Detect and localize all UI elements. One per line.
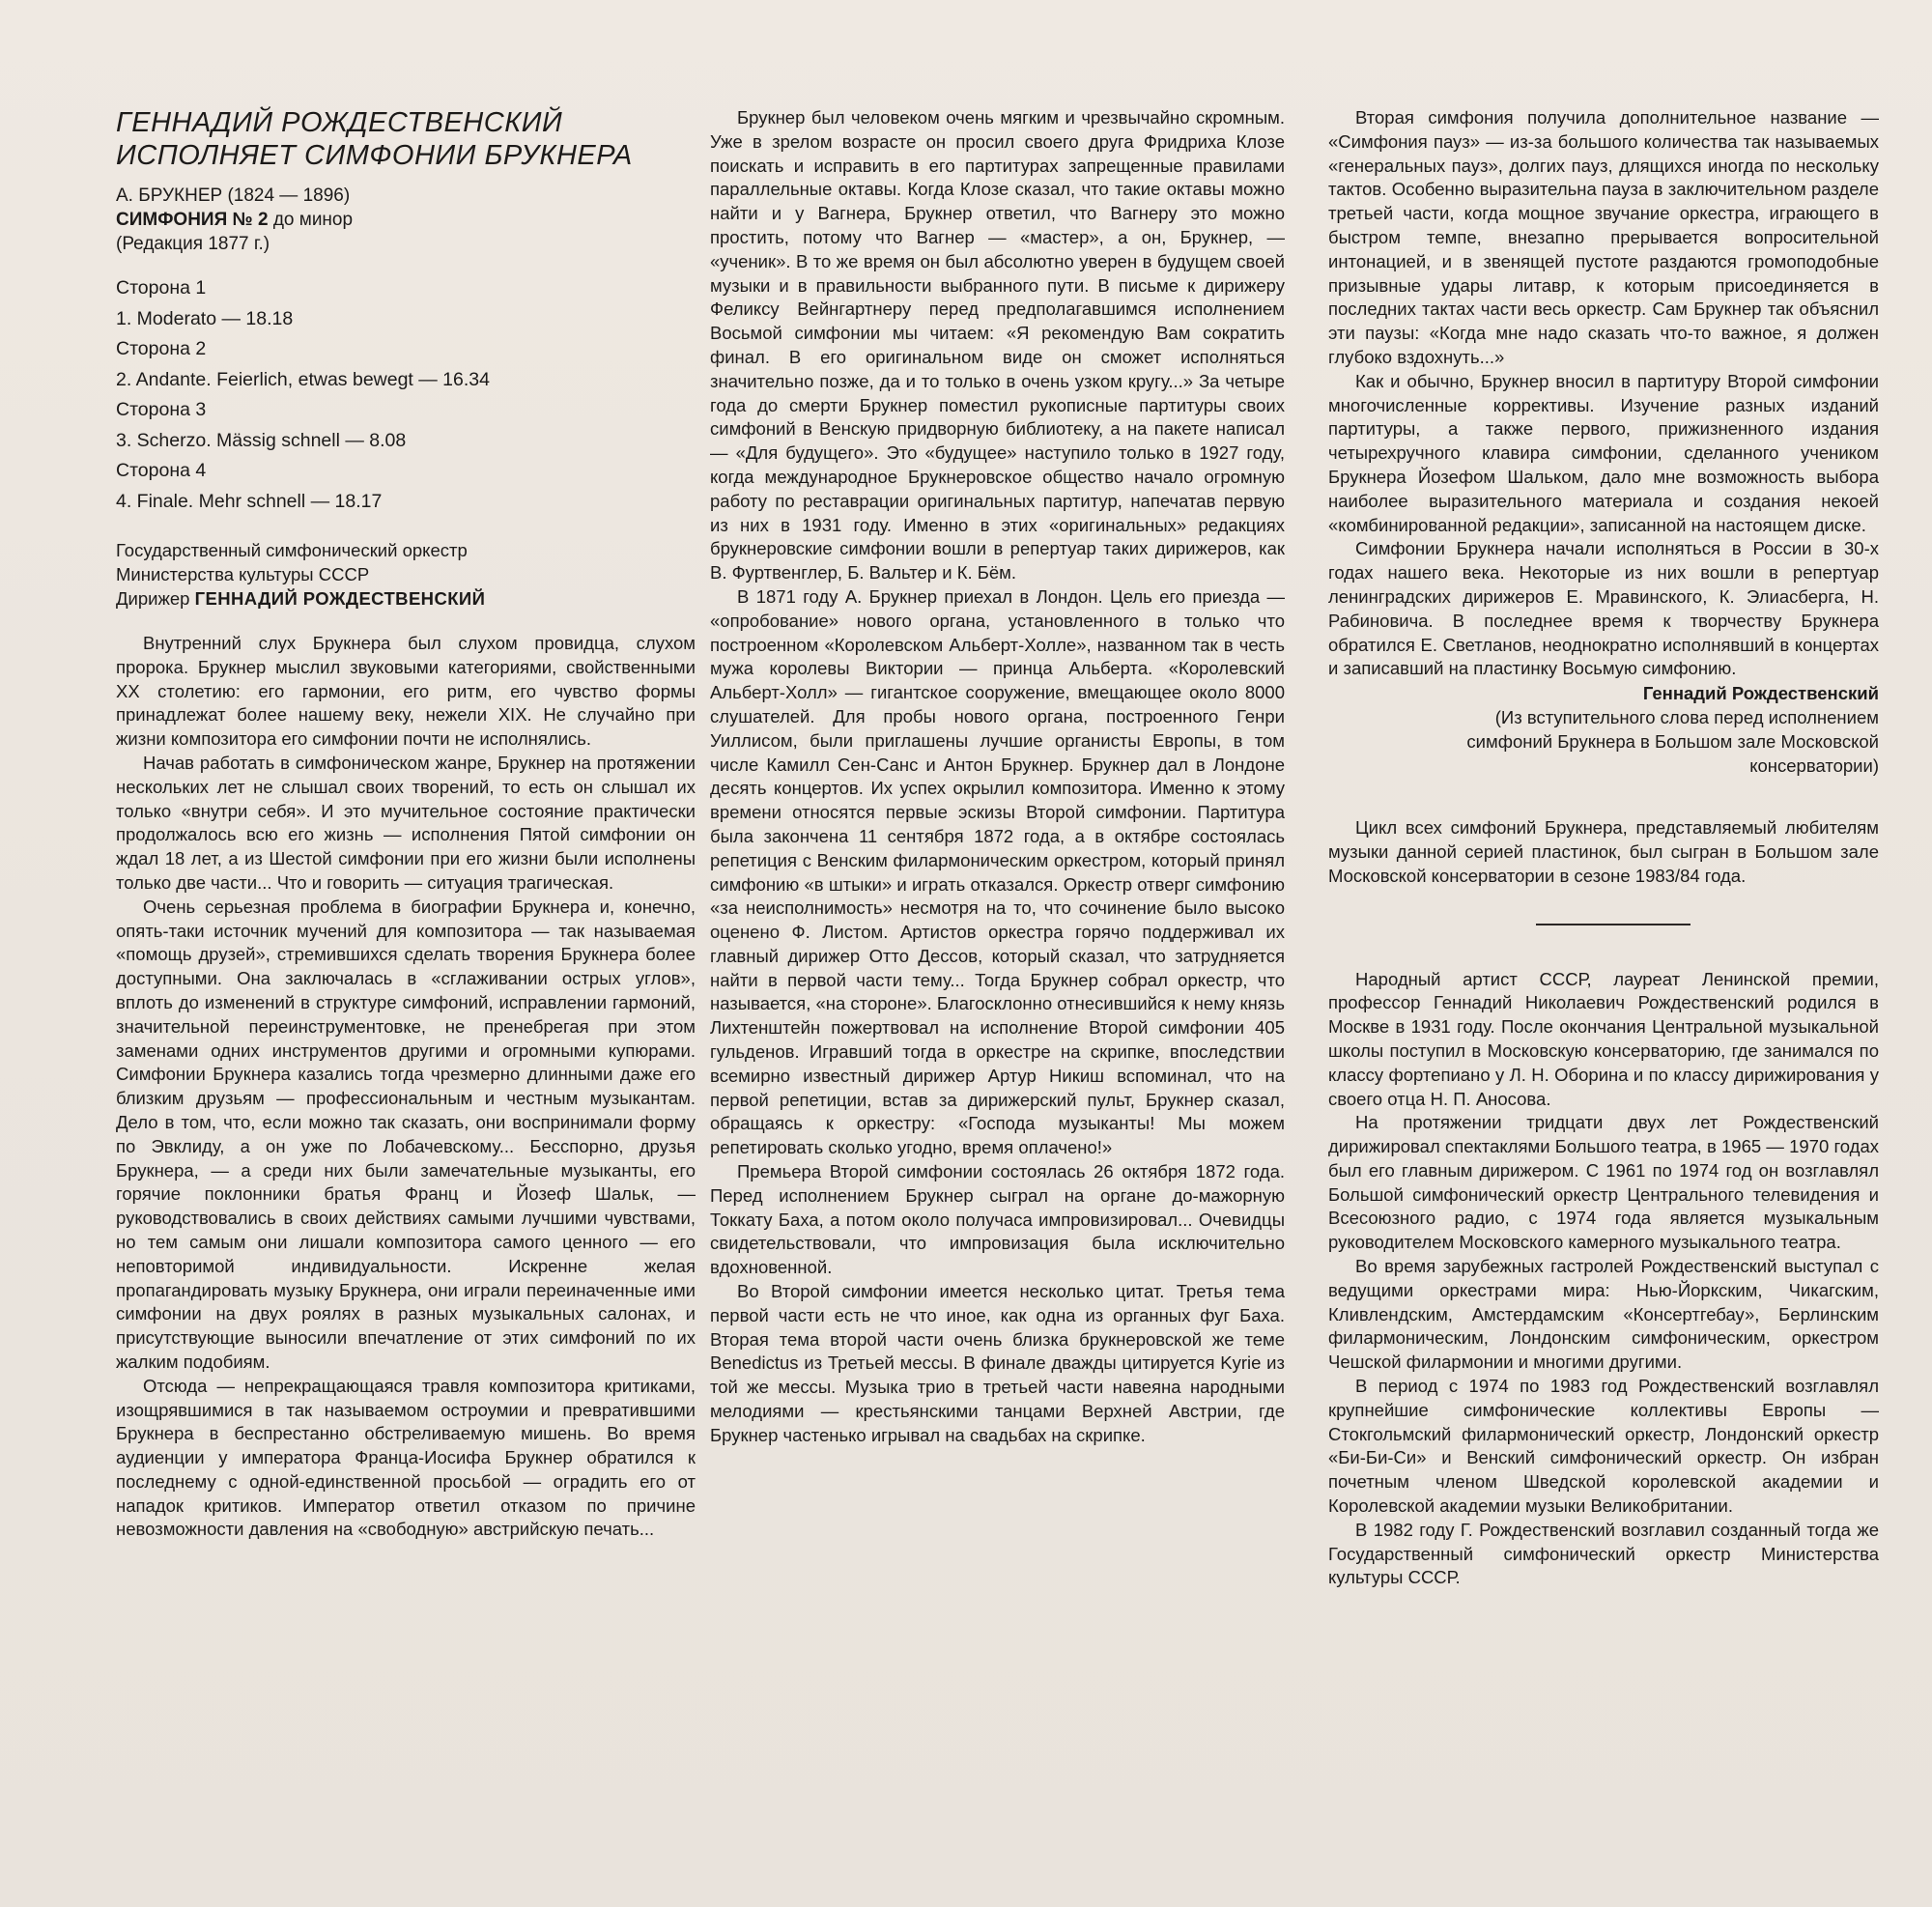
track-item: 2. Andante. Feierlich, etwas bewegt — 16.34: [116, 368, 490, 390]
column-2: [710, 106, 1285, 1448]
paragraph: Брукнер был человеком очень мягким и чрезвычайно скромным. Уже в зрелом возрасте он просил своего друга Фридриха Клозе поискать и исправить в его партитурах запрещенные правилами параллельные октавы. Когда Клозе сказал, что такие октавы можно найти и у Вагнера, Брукнер ответил, что Вагнеру это можно простить, потому что Вагнер — «мастер», а он, Брукнер, — «ученик». В то же время он был абсолютно уверен в будущем своей музыки и в правильности выбранного пути. В письме к дирижеру Феликсу Вейнгартнеру перед предполагавшимся исполнением Восьмой симфонии мы читаем: «Я рекомендую Вам сократить финал. В его оригинальном виде он сможет исполняться значительно позже, да и то только в очень узком кругу...» За четыре года до смерти Брукнер поместил рукописные партитуры своих симфоний в Венскую придворную библиотеку, а на пакете написал — «Для будущего». Это «будущее» наступило только в 1927 году, когда международное Брукнеровское общество начало огромную работу по реставрации оригинальных партитур, напечатав первую из них в 1931 году. Именно в этих «оригинальных» редакциях брукнеровские симфонии вошли в репертуар таких дирижеров, как В. Фуртвенглер, Б. Вальтер и К. Бём.: [710, 107, 1285, 583]
track-item: 3. Scherzo. Mässig schnell — 8.08: [116, 429, 407, 451]
work-key: до минор: [268, 210, 354, 230]
paragraph: Начав работать в симфоническом жанре, Брукнер на протяжении нескольких лет не слышал своих творений, то есть он слышал их только «внутри себя». И это мучительное состояние практически продолжалось всю его жизнь — исполнения Пятой симфонии он ждал 18 лет, а из Шестой симфонии при его жизни были исполнены только две части... Что и говорить — ситуация трагическая.: [116, 752, 696, 893]
paragraph: Очень серьезная проблема в биографии Брукнера и, конечно, опять-таки источник мучений для композитора — так называемая «помощь друзей», стремившихся сделать творения Брукнера более доступными. Она заключалась в «сглаживании острых углов», вплоть до изменений в структуре симфоний, исправлении гармоний, значительной переинструментовке, не пренебрегая при этом заменами одних инструментов другими и огромными купюрами. Симфонии Брукнера казались тогда чрезмерно длинными даже его близким друзьям — профессиональным и честным музыкантам. Дело в том, что, если можно так сказать, они воспринимали форму по Эвклиду, а он уже по Лобачевскому... Бесспорно, друзья Брукнера, — а среди них были замечательные музыканты, его горячие поклонники братья Франц и Йозеф Шальк, — руководствовались в своих действиях самыми лучшими чувствами, но тем самым они лишали композитора самого ценного — его неповторимой индивидуальности. Искренне желая пропагандировать музыку Брукнера, они играли переиначенные ими симфонии на двух роялях в разных музыкальных салонах, и присутствующие выносили впечатление от этих симфоний по их жалким подобиям.: [116, 896, 696, 1372]
bio-paragraph: В 1982 году Г. Рождественский возглавил созданный тогда же Государственный симфонический оркестр Министерства культуры СССР.: [1328, 1519, 1879, 1588]
bio-paragraph: В период с 1974 по 1983 год Рождественский возглавлял крупнейшие симфонические коллективы Европы — Стокгольмский филармонический оркестр, Лондонский оркестр «Би-Би-Си» и Венский симфонический оркестр. Он избран почетным членом Шведской королевской академии и Королевской академии музыки Великобритании.: [1328, 1376, 1879, 1517]
work-title: СИМФОНИЯ № 2: [116, 210, 269, 230]
orchestra-line-1: Государственный симфонический оркестр: [116, 540, 468, 560]
conductor-label: Дирижер: [116, 588, 195, 609]
column-1: [116, 106, 696, 1542]
paragraph: В 1871 году А. Брукнер приехал в Лондон. Цель его приезда — «опробование» нового органа, установленного в только что построенном «Королевском Альберт-Холле», названном так в честь мужа королевы Виктории — принца Альберта. «Королевский Альберт-Холл» — гигантское сооружение, вмещающее около 8000 слушателей. Для пробы нового органа, построенного Генри Уиллисом, были приглашены лучшие органисты Европы, в том числе Камилл Сен-Санс и Антон Брукнер. Брукнер дал в Лондоне десять концертов. Их успех окрылил композитора. Именно к этому времени относятся первые эскизы Второй симфонии. Партитура была закончена 11 сентября 1872 года, а в октябре состоялась репетиция с Венским филармоническим оркестром, который принял симфонию «в штыки» и играть отказался. Оркестр отверг симфонию «за неисполнимость» несмотря на то, что сочинение было высоко оценено Ф. Листом. Артистов оркестра горячо поддерживал их главный дирижер Отто Дессов, который сказал, что затрудняется найти в первой части тему... Тогда Брукнер собрал оркестр, что называется, «на стороне». Благосклонно отнесившийся к нему князь Лихтенштейн пожертвовал на исполнение Второй симфонии 405 гульденов. Игравший тогда в оркестре на скрипке, впоследствии всемирно известный дирижер Артур Никиш вспоминал, что на первой репетиции, встав за дирижерский пульт, Брукнер сказал, обращаясь к оркестру: «Господа музыканты! Мы можем репетировать сколько угодно, время оплачено!»: [710, 585, 1285, 1158]
conductor-name: ГЕННАДИЙ РОЖДЕСТВЕНСКИЙ: [194, 588, 486, 609]
essay-part-1: [116, 632, 696, 1542]
side-label: Сторона 2: [116, 338, 207, 359]
bio-paragraph: Во время зарубежных гастролей Рождественский выступал с ведущими оркестрами мира: Нью-Йоркским, Чикагским, Кливлендским, Амстердамским «Консертгебау», Берлинским филармоническим, Лондонским симфоническим, оркестром Чешской филармонии и многими другими.: [1328, 1256, 1879, 1373]
performers-block: [116, 538, 696, 611]
section-divider: [1536, 924, 1690, 925]
paragraph: Как и обычно, Брукнер вносил в партитуру Второй симфонии многочисленные коррективы. Изучение разных изданий партитуры, а также первого, прижизненного издания четырехручного клавира симфонии, сделанного учеником Брукнера Йозефом Шальком, дало мне возможность выбора наиболее выразительного материала и создания некоей «комбинированной редакции», записанной на настоящем диске.: [1328, 370, 1879, 535]
composer-line: А. БРУКНЕР (1824 — 1896): [116, 185, 351, 206]
paragraph: Внутренний слух Брукнера был слухом провидца, слухом пророка. Брукнер мыслил звуковыми категориями, свойственными XX столетию: его гармонии, его ритм, его чувство формы принадлежат более нашему веку, нежели XIX. Не случайно при жизни композитора его симфонии почти не исполнялись.: [116, 633, 696, 750]
bio-paragraph: На протяжении тридцати двух лет Рождественский дирижировал спектаклями Большого театра, в 1965 — 1970 годах был его главным дирижером. С 1961 по 1974 год он возглавлял Большой симфонический оркестр Центрального телевидения и Всесоюзного радио, с 1974 года является музыкальным руководителем Московского камерного музыкального театра.: [1328, 1112, 1879, 1253]
column-3: [1328, 106, 1879, 1590]
orchestra-line-2: Министерства культуры СССР: [116, 564, 370, 584]
edition-line: (Редакция 1877 г.): [116, 234, 270, 254]
page-title: [116, 106, 696, 172]
track-list: [116, 273, 696, 517]
title-line-2: ИСПОЛНЯЕТ СИМФОНИИ БРУКНЕРА: [116, 140, 633, 171]
side-label: Сторона 1: [116, 277, 207, 299]
paragraph: Симфонии Брукнера начали исполняться в России в 30-х годах нашего века. Некоторые из них вошли в репертуар ленинградских дирижеров Е. Мравинского, К. Элиасберга, Н. Рабиновича. В последнее время к творчеству Брукнера обратился Е. Светланов, неоднократно исполнявший в концертах и записавший на пластинку Восьмую симфонию.: [1328, 538, 1879, 679]
conductor-line: [116, 586, 696, 611]
track-item: 1. Moderato — 18.18: [116, 307, 294, 329]
title-line-1: ГЕННАДИЙ РОЖДЕСТВЕНСКИЙ: [116, 107, 563, 138]
work-line: [116, 208, 696, 232]
source-note: (Из вступительного слова перед исполнением симфоний Брукнера в Большом зале Московской консерватории): [1466, 707, 1879, 777]
paragraph: Вторая симфония получила дополнительное название — «Симфония пауз» — из-за большого количества так называемых «генеральных пауз», долгих пауз, длящихся иногда по нескольку тактов. Особенно выразительна пауза в заключительном разделе третьей части, когда мощное звучание оркестра, играющего в быстром темпе, внезапно прерывается вопросительной интонацией, и в звенящей пустоте раздаются громоподобные призывные удары литавр, к которым присоединяется в последних тактах части весь оркестр. Сам Брукнер так объяснил эти паузы: «Когда мне надо сказать что-то важное, я должен глубоко вздохнуть...»: [1328, 107, 1879, 367]
side-label: Сторона 3: [116, 399, 207, 420]
bio-paragraph: Народный артист СССР, лауреат Ленинской премии, профессор Геннадий Николаевич Рождественский родился в Москве в 1931 году. После окончания Центральной музыкальной школы поступил в Московскую консерваторию, где занимался по классу фортепиано у Л. Н. Оборина и по классу дирижирования у своего отца Н. П. Аносова.: [1328, 968, 1879, 1109]
track-item: 4. Finale. Mehr schnell — 18.17: [116, 490, 383, 512]
paragraph: Во Второй симфонии имеется несколько цитат. Третья тема первой части есть не что иное, как одна из органных фуг Баха. Вторая тема второй части очень близка брукнеровской же теме Benedictus из Третьей мессы. В финале дважды цитируется Kyrie из той же мессы. Музыка трио в третьей части навеяна народными мелодиями — крестьянскими танцами Верхней Австрии, где Брукнер частенько игрывал на свадьбах на скрипке.: [710, 1281, 1285, 1445]
side-label: Сторона 4: [116, 460, 207, 481]
paragraph: Отсюда — непрекращающаяся травля композитора критиками, изощрявшимися в так называемом остроумии и превратившими Брукнера в беспрестанно обстреливаемую мишень. Во время аудиенции у императора Франца-Иосифа Брукнер обратился к последнему с одной-единственной просьбой — оградить его от нападок критиков. Император ответил отказом по причине невозможности давления на «свободную» австрийскую печать...: [116, 1375, 696, 1540]
author-signature: Геннадий Рождественский: [1642, 683, 1879, 704]
cycle-note: Цикл всех симфоний Брукнера, представляемый любителям музыки данной серией пластинок, был сыгран в Большом зале Московской консерватории в сезоне 1983/84 года.: [1328, 817, 1879, 886]
paragraph: Премьера Второй симфонии состоялась 26 октября 1872 года. Перед исполнением Брукнер сыграл на органе до-мажорную Токкату Баха, а потом около получаса импровизировал... Очевидцы свидетельствовали, что импровизация была исключительно вдохновенной.: [710, 1161, 1285, 1278]
